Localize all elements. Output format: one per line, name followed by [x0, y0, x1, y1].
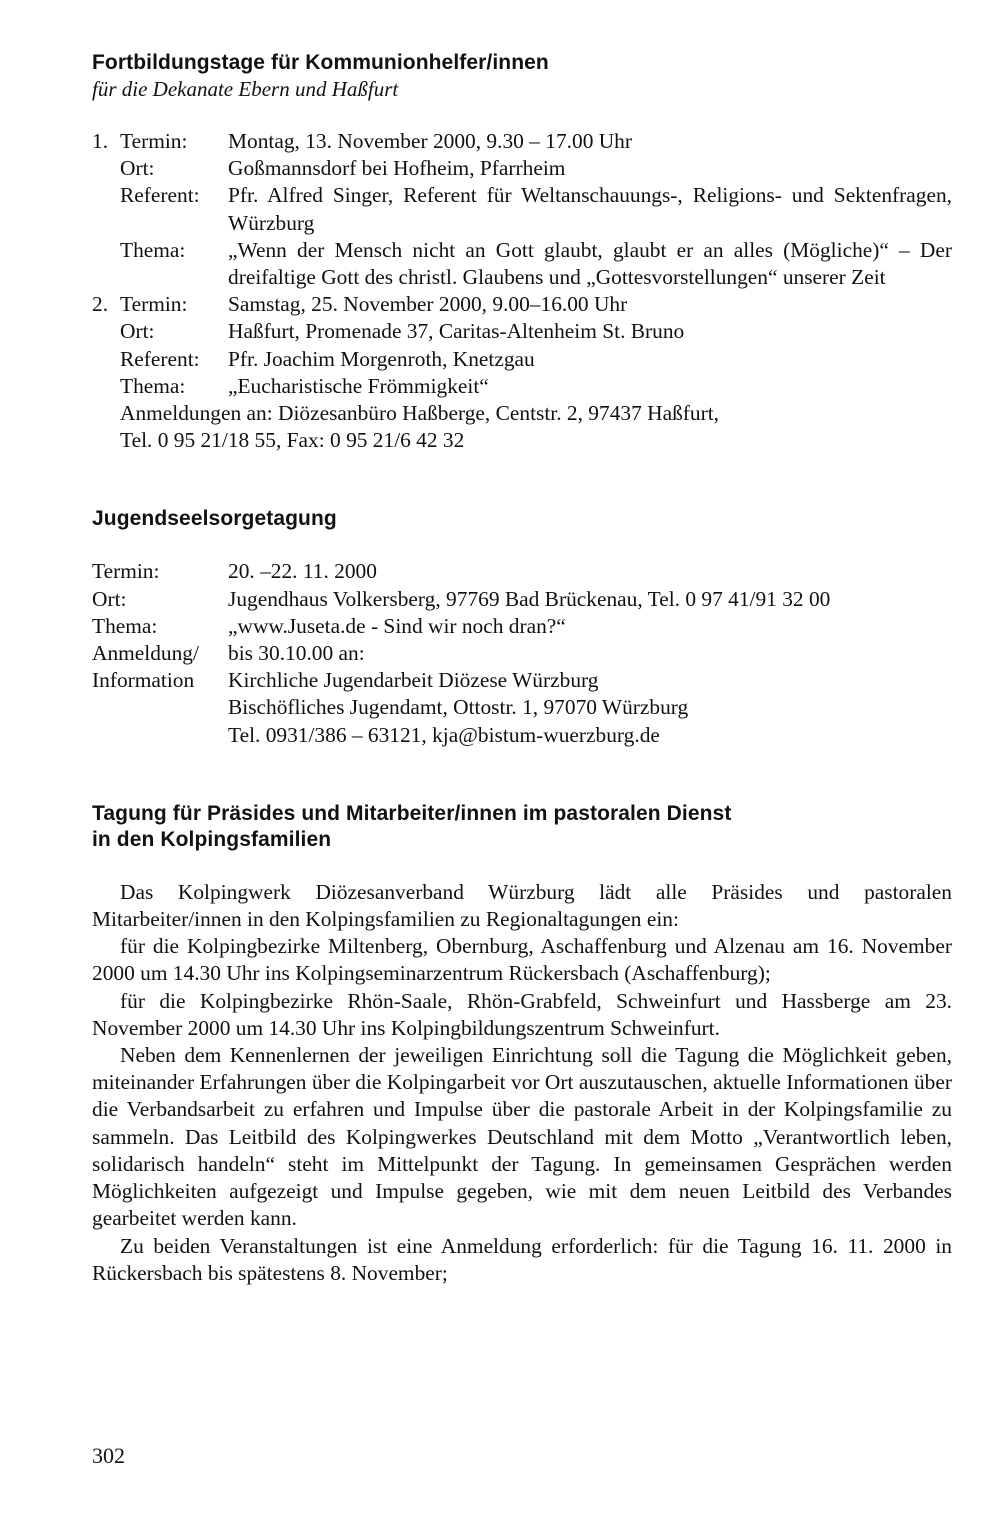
detail-row	[92, 586, 952, 613]
paragraph: Zu beiden Veranstaltungen ist eine Anmeldung erforderlich: für die Tagung 16. 11. 2000 in Rückersbach bis spätestens 8. November;	[92, 1233, 952, 1285]
section-kommunionhelfer	[92, 50, 952, 454]
section-title-line1: Tagung für Präsides und Mitarbeiter/innen im pastoralen Dienst	[92, 801, 732, 825]
detail-row	[92, 694, 952, 721]
paragraph: Neben dem Kennenlernen der jeweiligen Einrichtung soll die Tagung die Möglichkeit geben, miteinander Erfahrungen über die Kolpingarbeit vor Ort auszutauschen, aktuelle Informationen über die Verbandsarbeit zu erfahren und Impulse über die pastorale Arbeit in der Kolpingsfamilie zu sammeln. Das Leitbild des Kolpingwerkes Deutschland mit dem Motto „Verantwortlich leben, solidarisch handeln“ steht im Mittelpunkt der Tagung. In gemeinsamen Gesprächen werden Möglichkeiten aufgezeigt und Impulse gegeben, wie mit dem neuen Leitbild des Verbandes gearbeitet werden kann.	[92, 1043, 952, 1231]
event-details	[92, 558, 952, 748]
paragraph: für die Kolpingbezirke Rhön-Saale, Rhön-Grabfeld, Schweinfurt und Hassberge am 23. November 2000 um 14.30 Uhr ins Kolpingbildungszentrum Schweinfurt.	[92, 988, 952, 1040]
section-title: Fortbildungstage für Kommunionhelfer/innen	[92, 51, 549, 74]
detail-label: Thema:	[92, 613, 158, 638]
detail-row	[92, 155, 952, 182]
detail-row	[92, 128, 952, 155]
detail-value: bis 30.10.00 an:	[228, 641, 365, 666]
detail-value: „Eucharistische Frömmigkeit“	[228, 373, 489, 398]
detail-label: Information	[92, 668, 195, 693]
detail-row	[92, 373, 952, 400]
detail-row	[92, 291, 952, 318]
section-title-line2: in den Kolpingsfamilien	[92, 827, 332, 851]
detail-value: Montag, 13. November 2000, 9.30 – 17.00 Uhr	[228, 129, 632, 153]
detail-row	[92, 182, 952, 236]
contact-line: Tel. 0 95 21/18 55, Fax: 0 95 21/6 42 32	[120, 428, 465, 453]
detail-label: Termin:	[92, 559, 160, 584]
detail-label: Anmeldung/	[92, 641, 199, 666]
item-number: 2.	[92, 292, 109, 317]
item-number	[92, 155, 120, 182]
event-details	[92, 128, 952, 454]
detail-label: Ort:	[92, 586, 127, 611]
detail-label: Thema:	[120, 237, 186, 262]
registration-line: Anmeldungen an: Diözesanbüro Haßberge, Centstr. 2, 97437 Haßfurt,	[120, 401, 719, 426]
page-number: 302	[92, 1443, 125, 1468]
detail-row	[92, 613, 952, 640]
section-subtitle: für die Dekanate Ebern und Haßfurt	[92, 77, 399, 101]
detail-value: Goßmannsdorf bei Hofheim, Pfarrheim	[228, 156, 566, 181]
detail-label	[92, 694, 228, 721]
section-title: Jugendseelsorgetagung	[92, 507, 337, 531]
detail-value: Haßfurt, Promenade 37, Caritas-Altenheim St. Bruno	[228, 319, 685, 344]
detail-value: Tel. 0931/386 – 63121, kja@bistum-wuerzburg.de	[228, 722, 660, 747]
detail-label: Thema:	[120, 373, 186, 398]
detail-label: Termin:	[120, 292, 188, 317]
detail-row	[92, 346, 952, 373]
document-page	[92, 50, 952, 1287]
detail-value: Kirchliche Jugendarbeit Diözese Würzburg	[228, 668, 599, 693]
detail-label: Termin:	[120, 129, 188, 153]
detail-row	[92, 558, 952, 585]
detail-label	[92, 722, 228, 749]
detail-row	[92, 667, 952, 694]
detail-value: „Wenn der Mensch nicht an Gott glaubt, glaubt er an alles (Mögliche)“ – Der dreifaltige Gott des christl. Glaubens und „Gottesvorstellungen“ unserer Zeit	[228, 237, 952, 290]
detail-row	[92, 237, 952, 291]
paragraph: Das Kolpingwerk Diözesanverband Würzburg lädt alle Präsides und pastoralen Mitarbeiter/innen in den Kolpingsfamilien zu Regionaltagungen ein:	[92, 879, 952, 932]
detail-row	[92, 722, 952, 749]
item-number	[92, 182, 120, 236]
detail-value: Bischöfliches Jugendamt, Ottostr. 1, 97070 Würzburg	[228, 695, 689, 720]
article-body	[92, 879, 952, 1287]
detail-row	[92, 640, 952, 667]
section-kolping-tagung	[92, 801, 952, 1287]
detail-label: Referent:	[120, 183, 200, 208]
detail-value: Pfr. Alfred Singer, Referent für Weltanschauungs-, Religions- und Sektenfragen, Würzburg	[228, 183, 952, 235]
item-number	[92, 373, 120, 400]
item-number	[92, 237, 120, 291]
item-number: 1.	[92, 129, 109, 153]
detail-value: Jugendhaus Volkersberg, 97769 Bad Brückenau, Tel. 0 97 41/91 32 00	[228, 586, 831, 611]
item-number	[92, 346, 120, 373]
item-number	[92, 318, 120, 345]
paragraph: für die Kolpingbezirke Miltenberg, Obernburg, Aschaffenburg und Alzenau am 16. November 2000 um 14.30 Uhr ins Kolpingseminarzentrum Rückersbach (Aschaffenburg);	[92, 934, 952, 986]
detail-value: Samstag, 25. November 2000, 9.00–16.00 Uhr	[228, 292, 628, 317]
detail-label: Referent:	[120, 346, 200, 371]
section-jugendseelsorgetagung	[92, 506, 952, 748]
detail-value: „www.Juseta.de - Sind wir noch dran?“	[228, 613, 566, 638]
detail-value: 20. –22. 11. 2000	[228, 559, 377, 584]
detail-row	[92, 318, 952, 345]
detail-value: Pfr. Joachim Morgenroth, Knetzgau	[228, 346, 535, 371]
detail-label: Ort:	[120, 156, 155, 181]
detail-label: Ort:	[120, 319, 155, 344]
